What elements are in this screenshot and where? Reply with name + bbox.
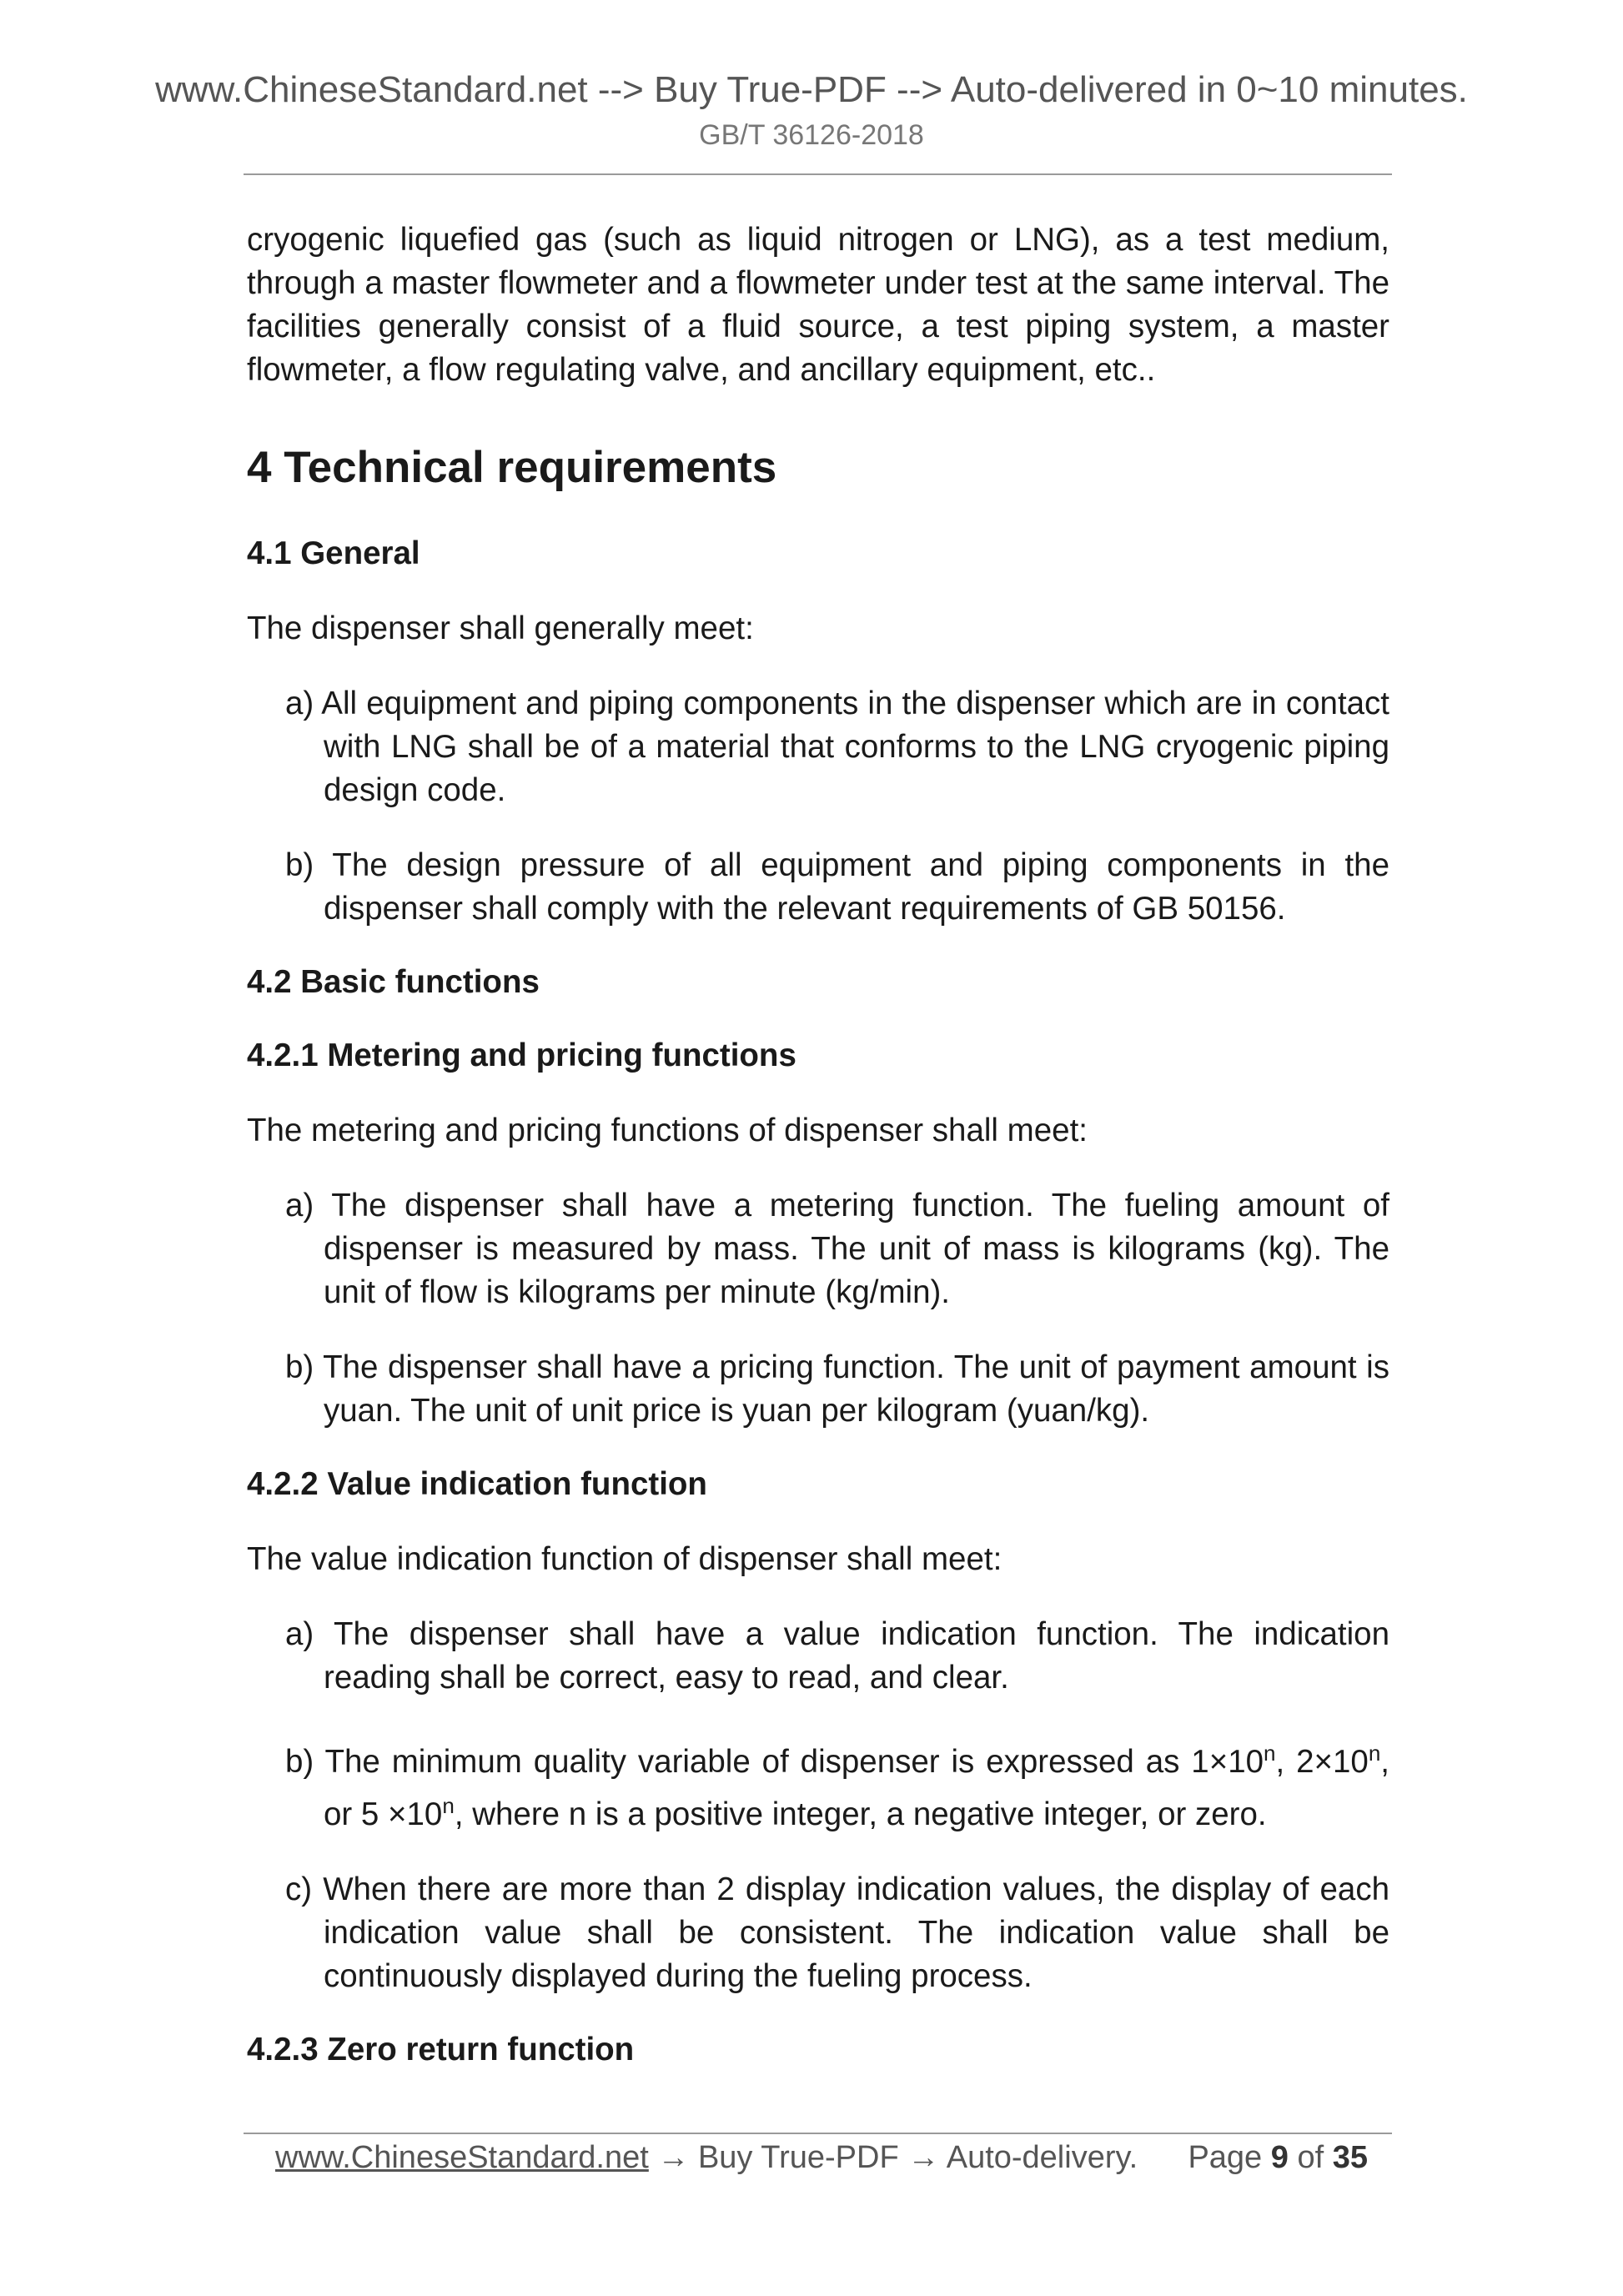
list-marker: a) [285,1188,314,1223]
site-link[interactable]: www.ChineseStandard.net [275,2140,649,2175]
superscript: n [1264,1741,1276,1766]
list-text: , 2×10 [1275,1743,1369,1780]
section-4-1-lead: The dispenser shall generally meet: [247,610,754,646]
list-text: The dispenser shall have a pricing function. The unit of payment amount is yuan. The unit of unit price is yuan per kilogram (yuan/kg). [323,1349,1389,1429]
list-marker: a) [285,686,314,721]
section-4-2-1-lead: The metering and pricing functions of dispenser shall meet: [247,1113,1088,1148]
section-4-2-3-heading: 4.2.3 Zero return function [247,2031,635,2067]
section-4-heading: 4 Technical requirements [247,443,777,492]
arrow-right-icon: → [907,2140,940,2175]
page-number: 9 [1270,2140,1289,2175]
section-4-2-1-heading: 4.2.1 Metering and pricing functions [247,1037,796,1073]
list-text: , where n is a positive integer, a negative integer, or zero. [454,1796,1267,1832]
section-4-2-2-lead: The value indication function of dispenser shall meet: [247,1541,1002,1577]
list-text: All equipment and piping components in the dispenser which are in contact with LNG shall be of a material that conforms to the LNG cryogenic piping design code. [321,686,1389,808]
page-footer [275,2137,1368,2178]
footer-divider [244,2133,1392,2134]
list-text: The dispenser shall have a value indication function. The indication reading shall be correct, easy to read, and clear. [324,1616,1389,1696]
section-4-1-heading: 4.1 General [247,535,420,571]
standard-code: GB/T 36126-2018 [699,119,924,151]
section-4-2-2-heading: 4.2.2 Value indication function [247,1466,707,1502]
intro-paragraph: cryogenic liquefied gas (such as liquid nitrogen or LNG), as a test medium, through a master flowmeter and a flowmeter under test at the same interval. The facilities generally consist of a fluid source, a test piping system, a master flowmeter, a flow regulating valve, and ancillary equipment, etc.. [247,222,1389,388]
list-marker: a) [285,1616,314,1652]
list-text: The minimum quality variable of dispenser is expressed as 1×10 [324,1743,1264,1780]
list-text: The dispenser shall have a metering function. The fueling amount of dispenser is measured by mass. The unit of mass is kilograms (kg). The unit of flow is kilograms per minute (kg/min). [324,1188,1389,1310]
page-indicator [1188,2137,1368,2178]
buy-text: Buy True-PDF [697,2140,899,2175]
list-marker: c) [285,1871,313,1907]
list-text: When there are more than 2 display indication values, the display of each indication value shall be consistent. The indication value shall be continuously displayed during the fueling process. [323,1871,1390,1994]
superscript: n [1368,1741,1381,1766]
list-item [247,1184,1389,1314]
superscript: n [442,1792,455,1818]
header-divider [244,173,1392,175]
list-text: , or 5 ×10 [324,1743,1389,1832]
section-4-2-heading: 4.2 Basic functions [247,964,540,1000]
list-marker: b) [285,1743,314,1780]
list-item [247,1613,1389,1700]
list-item [247,1346,1389,1433]
list-marker: b) [285,1349,314,1385]
page-word: Page [1188,2140,1263,2175]
arrow-right-icon: → [657,2140,690,2175]
top-banner: www.ChineseStandard.net --> Buy True-PDF --> Auto-delivered in 0~10 minutes. [155,69,1468,110]
list-item [247,1868,1389,1998]
delivery-text: Auto-delivery. [946,2140,1138,2175]
list-text: The design pressure of all equipment and piping components in the dispenser shall comply with the relevant requirements of GB 50156. [324,847,1389,927]
page-body [247,219,1389,2072]
list-marker: b) [285,847,314,883]
list-item [247,1731,1389,1836]
total-pages: 35 [1332,2140,1368,2175]
list-item [247,682,1389,812]
of-word: of [1297,2140,1324,2175]
list-item [247,844,1389,931]
footer-promo [275,2137,1138,2178]
